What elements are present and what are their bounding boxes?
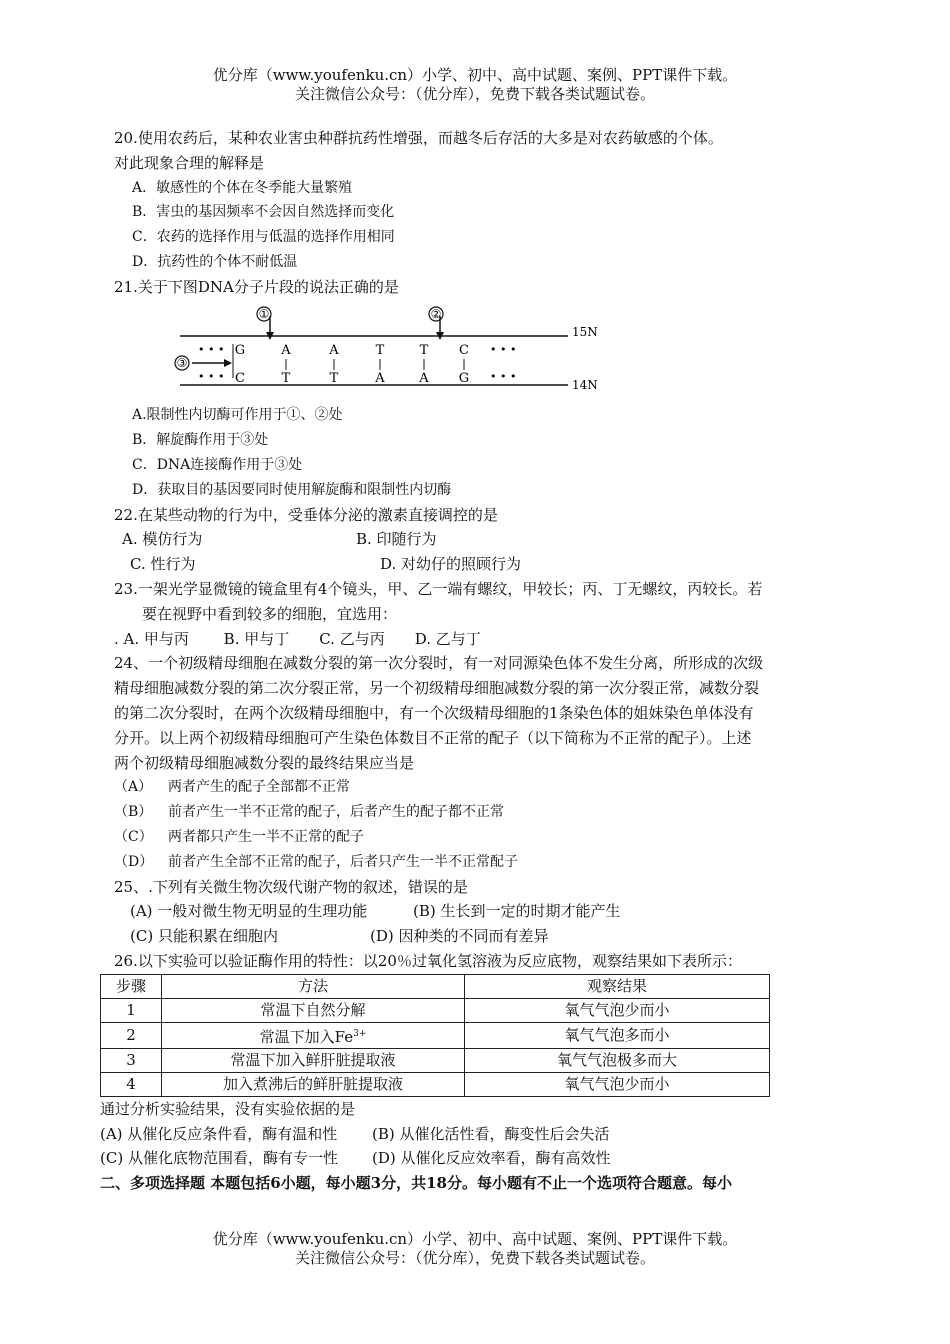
q24-option-b xyxy=(114,800,840,825)
bottom-base-6: G xyxy=(458,370,470,386)
q22-option-c: C. 性行为 xyxy=(130,555,196,574)
q20-option-a: A．敏感性的个体在冬季能大量繁殖 xyxy=(132,179,353,196)
table-header-row xyxy=(101,974,770,998)
q24-text-a: 两者产生的配子全部都不正常 xyxy=(168,779,350,796)
q24-line-1: 24、一个初级精母细胞在减数分裂的第一次分裂时，有一对同源染色体不发生分离，所形成的次级 xyxy=(114,654,764,673)
cell-method: 加入煮沸后的鲜肝脏提取液 xyxy=(162,1072,465,1096)
q22-option-b: B. 印随行为 xyxy=(356,530,437,549)
q26-options-row-2 xyxy=(100,1146,840,1171)
header-result: 观察结果 xyxy=(465,974,770,998)
cell-step: 4 xyxy=(101,1072,162,1096)
top-base-5: T xyxy=(419,342,429,358)
table-row xyxy=(101,998,770,1022)
q24-label-c: （C） xyxy=(114,828,153,845)
q25-option-c: (C) 只能积累在细胞内 xyxy=(130,927,278,946)
q26-stem: 26.以下实验可以验证酶作用的特性：以20％过氧化氢溶液为反应底物，观察结果如下表所示： xyxy=(114,951,742,970)
q23-options: . A. 甲与丙 B. 甲与丁 C. 乙与丙 D. 乙与丁 xyxy=(114,629,481,648)
q20-option-c: C．农药的选择作用与低温的选择作用相同 xyxy=(132,229,395,246)
bottom-strand-dots-right: • • • xyxy=(490,369,517,383)
label-14n: 14N xyxy=(572,377,598,392)
q20-option-b: B．害虫的基因频率不会因自然选择而变化 xyxy=(132,204,395,221)
q25-stem: 25、.下列有关微生物次级代谢产物的叙述，错误的是 xyxy=(114,877,468,896)
label-15n: 15N xyxy=(572,324,598,339)
question-26 xyxy=(100,949,840,1171)
q24-line-5: 两个初级精母细胞减数分裂的最终结果应当是 xyxy=(114,753,415,772)
q24-label-a: （A） xyxy=(114,779,153,796)
bottom-base-5: A xyxy=(419,370,429,386)
q26-option-a: (A) 从催化反应条件看，酶有温和性 xyxy=(100,1124,338,1143)
header-line-1: 优分库（www.youfenku.cn）小学、初中、高中试题、案例、PPT课件下载。 xyxy=(212,66,738,84)
header-line-2: 关注微信公众号：（优分库），免费下载各类试题试卷。 xyxy=(294,85,655,103)
cell-result: 氧气气泡极多而大 xyxy=(465,1048,770,1072)
top-base-3: A xyxy=(329,342,339,358)
q24-option-c xyxy=(114,825,840,850)
question-22 xyxy=(114,503,840,577)
question-20 xyxy=(114,126,840,275)
cell-method xyxy=(162,1022,465,1048)
q25-options-row-2 xyxy=(114,924,840,949)
question-21 xyxy=(114,275,840,503)
q26-option-c: (C) 从催化底物范围看，酶有专一性 xyxy=(100,1149,338,1168)
cell-result: 氧气气泡少而小 xyxy=(465,1072,770,1096)
footer-line-2: 关注微信公众号：（优分库），免费下载各类试题试卷。 xyxy=(294,1249,655,1267)
question-24 xyxy=(114,651,840,874)
q26-after: 通过分析实验结果，没有实验依据的是 xyxy=(100,1099,356,1118)
top-base-6: C xyxy=(459,342,469,358)
header-method: 方法 xyxy=(162,974,465,998)
q22-stem: 22.在某些动物的行为中，受垂体分泌的激素直接调控的是 xyxy=(114,505,498,524)
q25-option-d: (D) 因种类的不同而有差异 xyxy=(370,927,549,946)
q22-options-row-2 xyxy=(114,552,840,577)
table-row xyxy=(101,1048,770,1072)
q24-text-c: 两者都只产生一半不正常的配子 xyxy=(168,828,364,845)
q25-option-b: (B) 生长到一定的时期才能产生 xyxy=(413,902,621,921)
q23-stem-2: 要在视野中看到较多的细胞，宜选用： xyxy=(142,604,398,623)
q26-option-b: (B) 从催化活性看，酶变性后会失活 xyxy=(372,1124,610,1143)
cell-step: 3 xyxy=(101,1048,162,1072)
table-row xyxy=(101,1022,770,1048)
q21-option-d: D．获取目的基因要同时使用解旋酶和限制性内切酶 xyxy=(132,481,452,498)
marker-1-label: ① xyxy=(258,306,270,321)
q24-option-a xyxy=(114,775,840,800)
footer-line-1: 优分库（www.youfenku.cn）小学、初中、高中试题、案例、PPT课件下载。 xyxy=(212,1230,738,1248)
top-strand-dots-left: • • • xyxy=(198,342,225,356)
q21-option-a: A.限制性内切酶可作用于①、②处 xyxy=(132,407,343,424)
table-row xyxy=(101,1072,770,1096)
cell-method: 常温下自然分解 xyxy=(162,998,465,1022)
q23-stem-1: 23.一架光学显微镜的镜盒里有4个镜头，甲、乙一端有螺纹，甲较长；丙、丁无螺纹，丙较长。若 xyxy=(114,579,763,598)
q22-option-a: A. 模仿行为 xyxy=(122,530,203,549)
bottom-base-4: A xyxy=(375,370,385,386)
q24-line-4: 分开。以上两个初级精母细胞可产生染色体数目不正常的配子（以下简称为不正常的配子）。上述 xyxy=(114,728,752,747)
q22-options-row-1 xyxy=(114,527,840,552)
q22-option-d: D. 对幼仔的照顾行为 xyxy=(380,555,522,574)
q24-line-2: 精母细胞减数分裂的第二次分裂正常，另一个初级精母细胞减数分裂的第一次分裂正常，减数分裂 xyxy=(114,679,760,698)
q24-label-b: （B） xyxy=(114,804,153,821)
bottom-base-3: T xyxy=(329,370,339,386)
top-base-1: G xyxy=(234,342,246,358)
q20-stem-1: 20.使用农药后，某种农业害虫种群抗药性增强，而越冬后存活的大多是对农药敏感的个体。 xyxy=(114,129,723,147)
q24-text-d: 前者产生全部不正常的配子，后者只产生一半不正常配子 xyxy=(168,853,518,870)
bottom-base-2: T xyxy=(281,370,291,386)
experiment-table xyxy=(100,974,770,1097)
dna-diagram xyxy=(168,306,598,394)
cell-result: 氧气气泡多而小 xyxy=(465,1022,770,1048)
cell-result: 氧气气泡少而小 xyxy=(465,998,770,1022)
q24-option-d xyxy=(114,850,840,875)
cell-method-text: 常温下加入Fe xyxy=(259,1027,354,1046)
q21-option-c: C．DNA连接酶作用于③处 xyxy=(132,456,303,473)
q24-line-3: 的第二次分裂时，在两个次级精母细胞中，有一个次级精母细胞的1条染色体的姐妹染色单体没有 xyxy=(114,703,754,722)
q26-options-row-1 xyxy=(100,1122,840,1147)
top-strand-dots-right: • • • xyxy=(490,342,517,356)
top-base-2: A xyxy=(281,342,291,358)
marker-2-label: ② xyxy=(430,306,442,321)
header-step: 步骤 xyxy=(101,974,162,998)
page-footer xyxy=(0,1230,950,1268)
marker-3-label: ③ xyxy=(176,355,188,370)
bottom-strand-dots-left: • • • xyxy=(198,369,225,383)
q21-option-b: B．解旋酶作用于③处 xyxy=(132,432,269,449)
bottom-base-1: C xyxy=(235,370,245,386)
cell-step: 2 xyxy=(101,1022,162,1048)
q20-stem-2: 对此现象合理的解释是 xyxy=(114,153,265,172)
fe-superscript: 3+ xyxy=(353,1028,367,1039)
q21-stem: 21.关于下图DNA分子片段的说法正确的是 xyxy=(114,277,399,296)
q20-option-d: D．抗药性的个体不耐低温 xyxy=(132,253,298,270)
cell-method: 常温下加入鲜肝脏提取液 xyxy=(162,1048,465,1072)
q25-options-row-1 xyxy=(114,899,840,924)
q24-label-d: （D） xyxy=(114,853,154,870)
q24-text-b: 前者产生一半不正常的配子，后者产生的配子都不正常 xyxy=(168,804,504,821)
question-23 xyxy=(114,577,840,651)
q25-option-a: (A) 一般对微生物无明显的生理功能 xyxy=(130,902,368,921)
page-header xyxy=(0,66,950,104)
exam-content xyxy=(100,126,840,1196)
cell-step: 1 xyxy=(101,998,162,1022)
q26-option-d: (D) 从催化反应效率看，酶有高效性 xyxy=(372,1149,611,1168)
top-base-4: T xyxy=(375,342,385,358)
question-25 xyxy=(114,875,840,949)
marker-3-arrowhead xyxy=(224,359,232,367)
section-2-heading: 二、多项选择题 本题包括6小题，每小题3分，共18分。每小题有不止一个选项符合题意。每小 xyxy=(100,1174,732,1193)
